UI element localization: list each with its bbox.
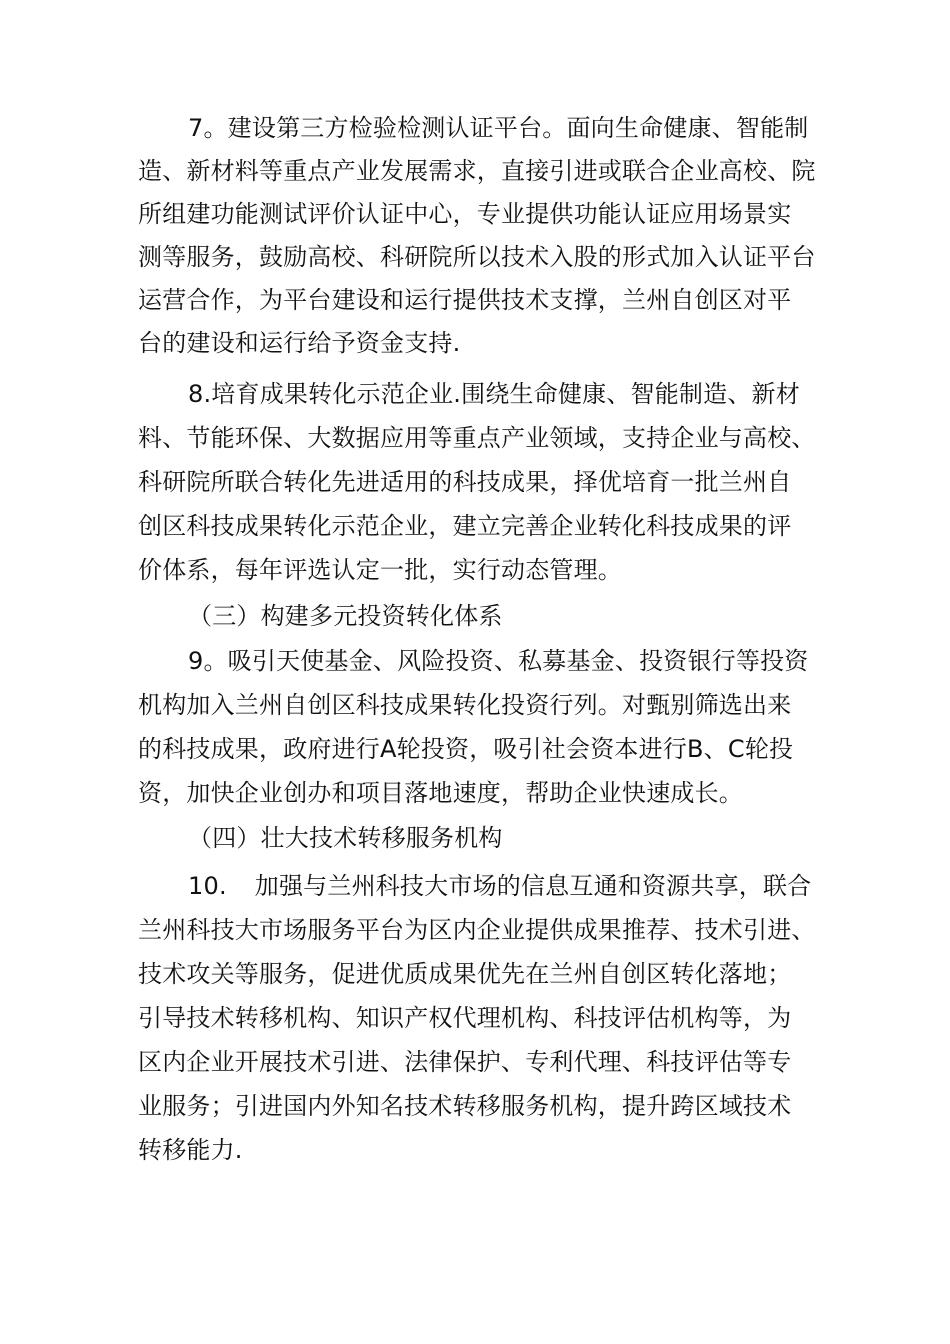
section-4-heading: （四）壮大技术转移服务机构 — [188, 824, 503, 852]
item-9-line-4: 资，加快企业创办和项目落地速度，帮助企业快速成长。 — [138, 779, 743, 807]
section-3-heading: （三）构建多元投资转化体系 — [188, 602, 503, 630]
item-9-line-2: 机构加入兰州自创区科技成果转化投资行列。对甄别筛选出来 — [138, 691, 792, 719]
item-10-number: 10. — [188, 872, 227, 900]
item-8-line-4: 创区科技成果转化示范企业，建立完善企业转化科技成果的评 — [138, 512, 792, 540]
item-9-line-1: 9。吸引天使基金、风险投资、私募基金、投资银行等投资 — [188, 647, 809, 675]
item-7-line-6: 台的建设和运行给予资金支持. — [138, 329, 461, 357]
item-10-line-4: 引导技术转移机构、知识产权代理机构、科技评估机构等，为 — [138, 1004, 792, 1032]
item-8-line-3: 科研院所联合转化先进适用的科技成果，择优培育一批兰州自 — [138, 468, 792, 496]
item-7-line-2: 造、新材料等重点产业发展需求，直接引进或联合企业高校、院 — [138, 157, 816, 185]
item-8-line-1: 8.培育成果转化示范企业.围绕生命健康、智能制造、新材 — [188, 380, 800, 408]
item-10-line-2: 兰州科技大市场服务平台为区内企业提供成果推荐、技术引进、 — [138, 916, 816, 944]
item-9-line-3: 的科技成果，政府进行A轮投资，吸引社会资本进行B、C轮投 — [138, 735, 794, 763]
item-8-line-2: 料、节能环保、大数据应用等重点产业领域，支持企业与高校、 — [138, 424, 816, 452]
item-8-line-5: 价体系，每年评选认定一批，实行动态管理。 — [138, 556, 622, 584]
item-10-line-7: 转移能力. — [138, 1136, 243, 1164]
item-7-line-5: 运营合作，为平台建设和运行提供技术支撑，兰州自创区对平 — [138, 286, 792, 314]
item-7-line-3: 所组建功能测试评价认证中心，专业提供功能认证应用场景实 — [138, 200, 792, 228]
item-10-line-3: 技术攻关等服务，促进优质成果优先在兰州自创区转化落地； — [138, 960, 792, 988]
item-10-line-5: 区内企业开展技术引进、法律保护、专利代理、科技评估等专 — [138, 1048, 792, 1076]
item-7-line-4: 测等服务，鼓励高校、科研院所以技术入股的形式加入认证平台 — [138, 243, 816, 271]
item-10-line-1 — [188, 866, 878, 906]
item-10-text: 加强与兰州科技大市场的信息互通和资源共享，联合 — [254, 872, 812, 900]
item-7-line-1: 7。建设第三方检验检测认证平台。面向生命健康、智能制 — [188, 114, 809, 142]
item-10-line-6: 业服务；引进国内外知名技术转移服务机构，提升跨区域技术 — [138, 1092, 792, 1120]
